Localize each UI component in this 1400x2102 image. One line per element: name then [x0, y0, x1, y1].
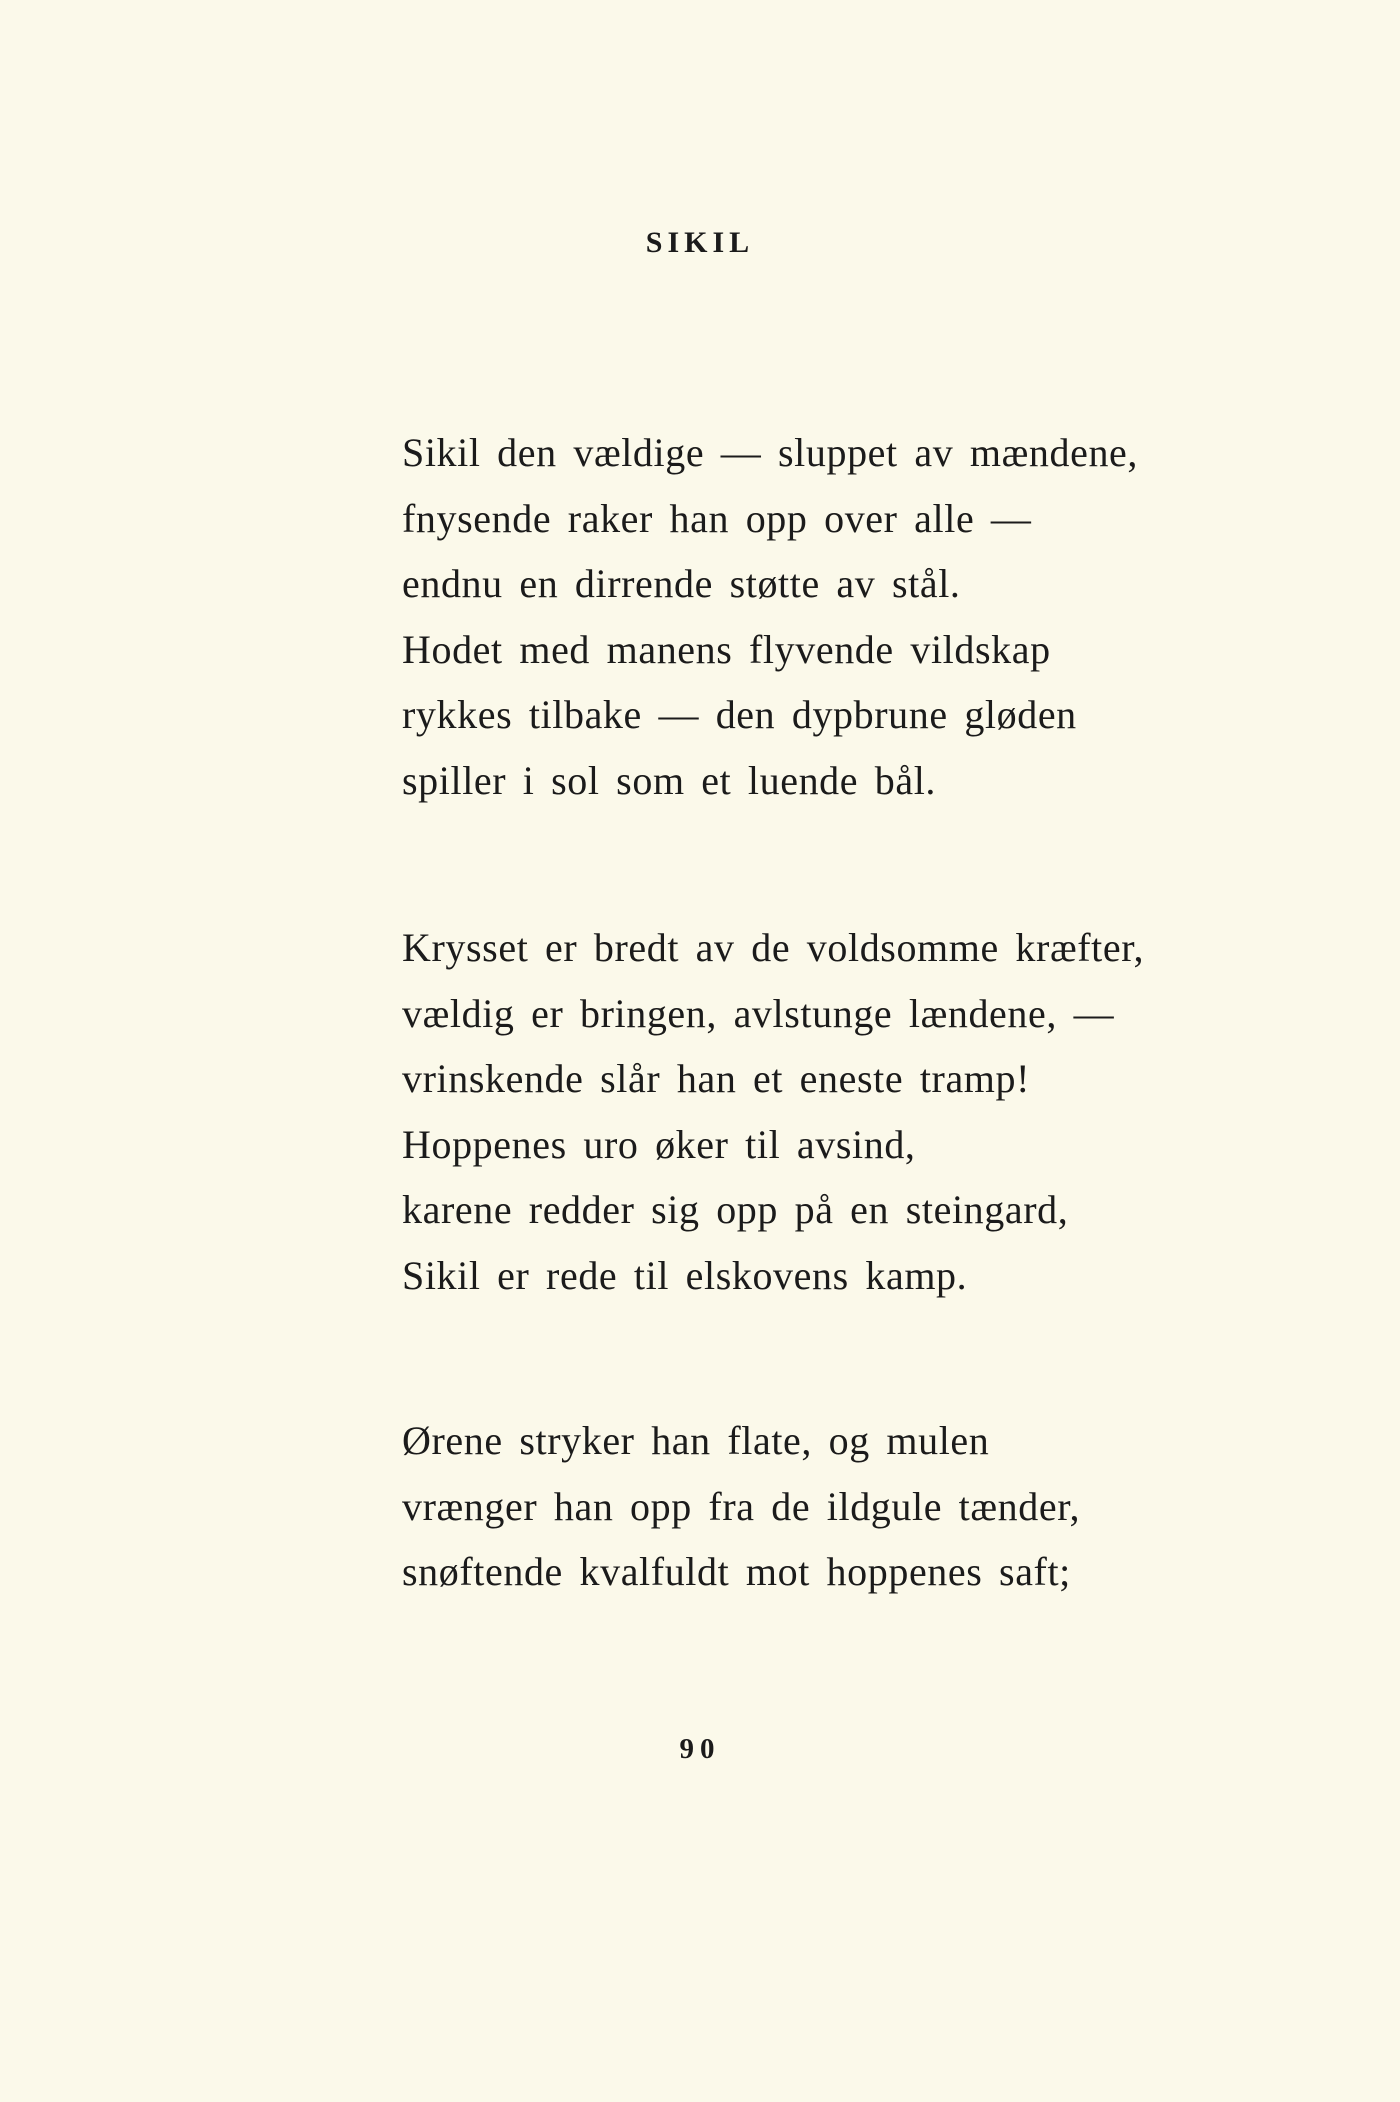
poem-line: snøftende kvalfuldt mot hoppenes saft; [402, 1549, 1071, 1594]
page-number: 90 [679, 1733, 721, 1765]
stanza-3 [402, 1408, 1080, 1605]
poem-line: Sikil den vældige — sluppet av mændene, [402, 430, 1139, 475]
poem-line: vældig er bringen, avlstunge lændene, — [402, 990, 1115, 1036]
stanza-2 [402, 915, 1144, 1308]
poem-line: Ørene stryker han flate, og mulen [402, 1418, 990, 1463]
poem-line: vrænger han opp fra de ildgule tænder, [402, 1483, 1081, 1529]
poem-line: Sikil er rede til elskovens kamp. [402, 1252, 968, 1298]
poem-line: karene redder sig opp på en steingard, [402, 1187, 1069, 1232]
stanza-1 [402, 420, 1138, 813]
poem-line: Hodet med manens flyvende vildskap [402, 626, 1051, 672]
poem-line: Krysset er bredt av de voldsomme kræfter, [402, 925, 1145, 970]
poem-line: endnu en dirrende støtte av stål. [402, 561, 961, 606]
poem-line: spiller i sol som et luende bål. [402, 757, 937, 803]
poem-line: vrinskende slår han et eneste tramp! [402, 1056, 1031, 1101]
poem-line: fnysende raker han opp over alle — [402, 495, 1032, 541]
poem-line: Hoppenes uro øker til avsind, [402, 1121, 916, 1167]
poem-title: SIKIL [645, 226, 755, 259]
poem-line: rykkes tilbake — den dypbrune gløden [402, 692, 1077, 737]
